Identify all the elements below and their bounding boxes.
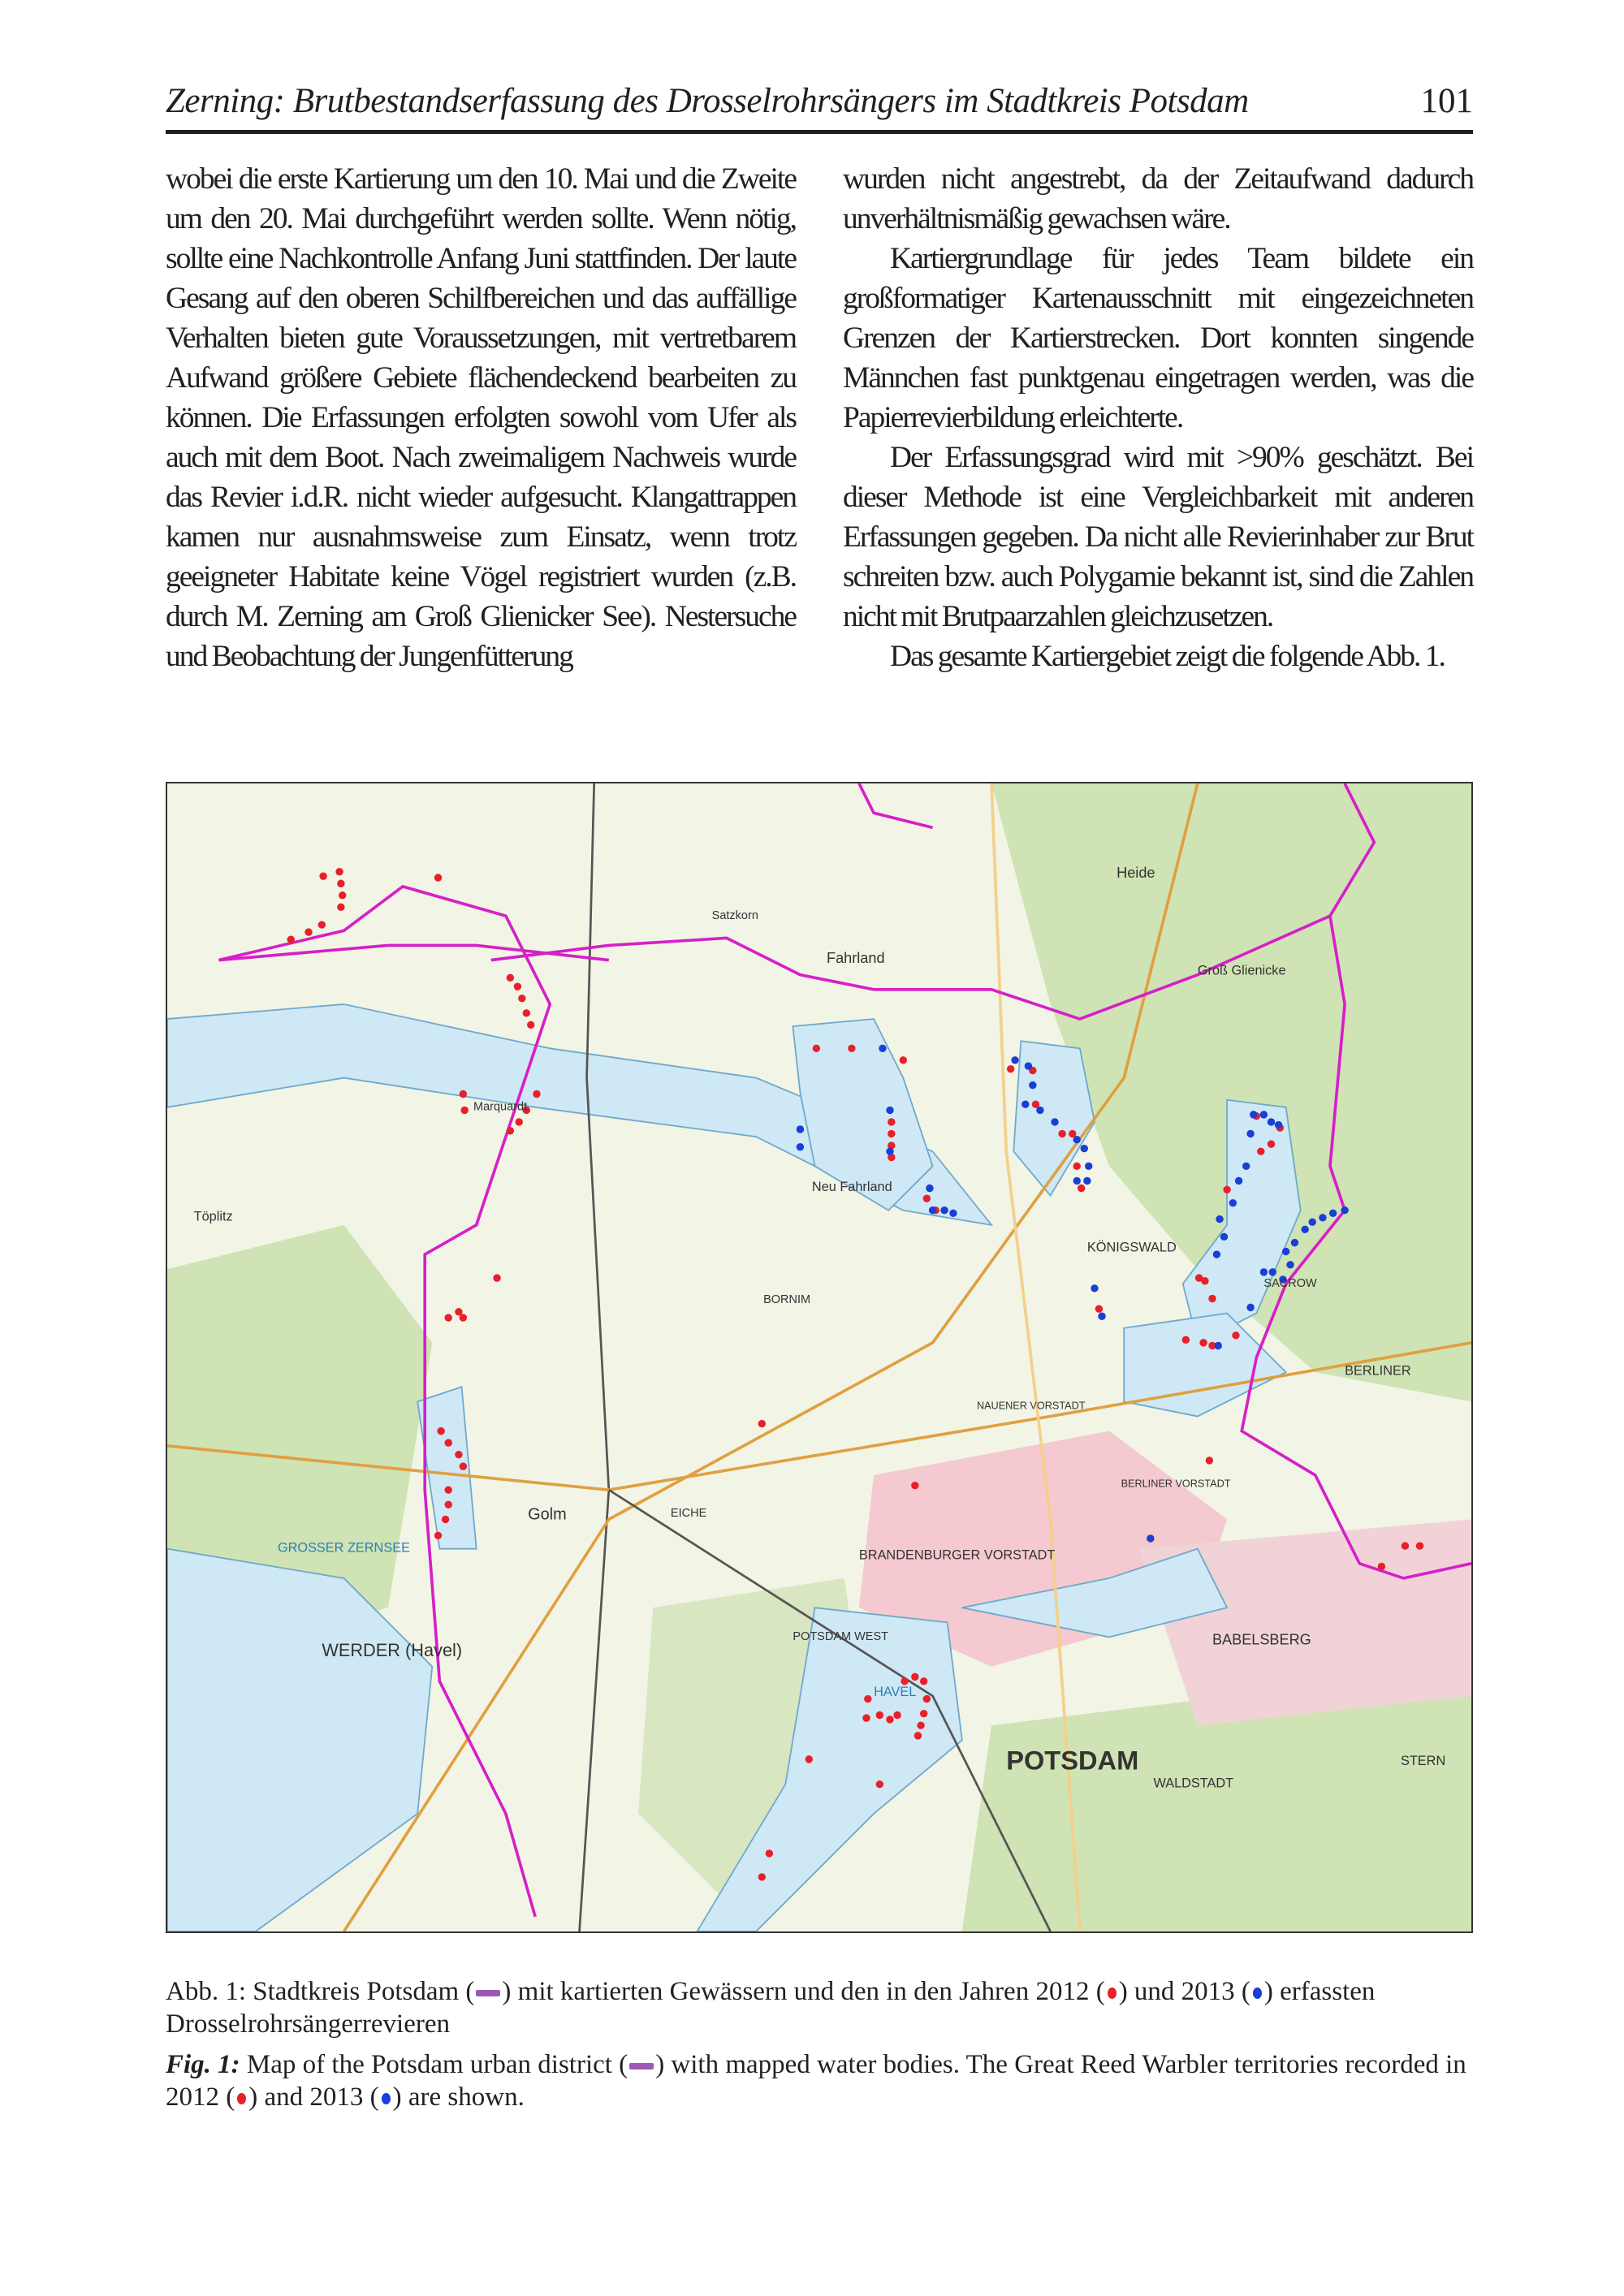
territory-2012-marker	[920, 1710, 927, 1717]
territory-2012-marker	[1007, 1065, 1014, 1072]
right-column	[843, 159, 1473, 676]
territory-2012-marker	[442, 1516, 449, 1523]
territory-2012-marker	[1195, 1274, 1203, 1281]
territory-2012-marker	[460, 1107, 468, 1114]
territory-2012-marker	[434, 874, 442, 881]
territory-2013-marker	[1216, 1215, 1223, 1223]
territory-2012-marker	[1095, 1305, 1103, 1312]
caption-german	[166, 1975, 1473, 2040]
territory-2013-marker	[1235, 1177, 1242, 1185]
territory-2013-marker	[1286, 1261, 1294, 1268]
territory-2012-marker	[507, 974, 514, 982]
map-label: BERLINER VORSTADT	[1121, 1478, 1231, 1490]
running-header	[166, 81, 1473, 132]
territory-2012-marker	[516, 1118, 523, 1125]
map-label: KÖNIGSWALD	[1086, 1240, 1177, 1255]
left-column	[166, 159, 796, 676]
map-label: Fahrland	[827, 950, 885, 967]
caption-text: Abb. 1: Stadtkreis Potsdam (	[166, 1977, 475, 2006]
map-label: BERLINER	[1345, 1363, 1411, 1379]
territory-2012-marker	[886, 1716, 893, 1723]
paragraph: wobei die erste Kartierung um den 10. Mai und die Zweite um den 20. Mai durchgeführt werden sollte. Wenn nötig, sollte eine Nachkontrolle Anfang Juni stattfinden. Der laute Gesang auf den oberen Schilfbereichen und das auffällige Verhalten bieten gute Voraussetzungen, mit vertretbarem Aufwand größere Gebiete flächendeckend bearbeiten zu können. Die Erfassungen erfolgten sowohl vom Ufer als auch mit dem Boot. Nach zweimaligem Nachweis wurde das Revier i.d.R. nicht wieder aufgesucht. Klangattrappen kamen nur ausnahmsweise zum Einsatz, wenn trotz geeigneter Habitate keine Vögel registriert wurden (z.B. durch M. Zerning am Groß Glienicker See). Nestersuche und Beobachtung der Jungenfütterung	[166, 162, 796, 673]
territory-2013-marker	[1029, 1081, 1036, 1089]
territory-2012-marker	[888, 1130, 895, 1137]
page-number: 101	[1420, 82, 1473, 120]
territory-2012-marker	[876, 1711, 883, 1719]
territory-2012-marker	[758, 1420, 766, 1427]
territory-2013-marker	[929, 1206, 936, 1214]
territory-2013-marker	[1073, 1177, 1080, 1185]
territory-2013-marker	[1301, 1226, 1308, 1233]
territory-2013-marker	[1319, 1214, 1326, 1221]
paragraph: Der Erfassungsgrad wird mit >90% geschätzt. Bei dieser Methode ist eine Vergleichbarkeit mit anderen Erfassungen gegeben. Da nicht alle Revierinhaber zur Brut schreiten bzw. auch Polygamie bekannt ist, sind die Zahlen nicht mit Brutpaarzahlen gleichzusetzen.	[843, 441, 1473, 633]
territory-2013-marker	[1081, 1145, 1088, 1152]
territory-2013-marker	[1309, 1219, 1316, 1226]
territory-2012-marker	[888, 1118, 895, 1125]
territory-2012-marker	[507, 1127, 514, 1134]
territory-2013-marker	[886, 1107, 893, 1114]
territory-2013-marker	[1260, 1268, 1268, 1275]
territory-2012-marker	[1378, 1563, 1385, 1570]
map-label: Golm	[528, 1505, 567, 1524]
territory-2012-marker	[455, 1451, 462, 1458]
territory-2013-marker	[1291, 1239, 1298, 1246]
territory-2012-marker	[813, 1045, 820, 1052]
paragraph: Das gesamte Kartiergebiet zeigt die folgende Abb. 1.	[890, 640, 1445, 673]
territory-2013-marker	[1282, 1248, 1289, 1255]
territory-2012-marker	[318, 921, 326, 928]
territory-2013-marker	[1025, 1062, 1032, 1069]
caption-text: ) mit kartierten Gewässern und den in den Jahren 2012 (	[502, 1977, 1105, 2006]
territory-2012-marker	[1402, 1542, 1409, 1549]
territory-2012-marker	[445, 1314, 452, 1321]
territory-2012-marker	[1206, 1457, 1213, 1464]
territory-2013-marker	[926, 1185, 933, 1192]
figure-caption	[166, 1975, 1473, 2121]
territory-2012-marker	[319, 872, 326, 879]
territory-2013-marker	[1021, 1100, 1029, 1107]
territory-2013-marker	[1073, 1136, 1080, 1143]
territory-2013-marker	[797, 1143, 804, 1150]
territory-2013-marker	[1011, 1056, 1018, 1064]
territory-2012-marker	[876, 1780, 883, 1788]
territory-2013-marker	[949, 1210, 957, 1217]
territory-2013-marker	[1098, 1313, 1105, 1320]
territory-2013-marker	[1085, 1163, 1092, 1170]
territory-2012-marker	[527, 1021, 534, 1029]
boundary-legend-swatch	[629, 2063, 654, 2069]
caption-text: ) and 2013 (	[248, 2082, 379, 2112]
territory-2012-marker	[1199, 1339, 1207, 1346]
blue-dot-legend-icon	[1253, 1987, 1262, 1999]
territory-2012-marker	[917, 1721, 924, 1728]
territory-2012-marker	[862, 1714, 870, 1721]
map-label: POTSDAM	[1006, 1745, 1139, 1776]
territory-2012-marker	[923, 1195, 931, 1202]
territory-2013-marker	[1147, 1534, 1154, 1542]
territory-2013-marker	[1246, 1304, 1254, 1311]
map-label: POTSDAM WEST	[793, 1630, 888, 1644]
territory-2012-marker	[460, 1314, 467, 1321]
territory-2012-marker	[460, 1090, 467, 1098]
map-label: BORNIM	[763, 1293, 811, 1306]
territory-2012-marker	[766, 1849, 773, 1857]
territory-2013-marker	[1091, 1284, 1098, 1292]
boundary-legend-swatch	[476, 1990, 500, 1996]
territory-2013-marker	[1051, 1118, 1058, 1125]
map-label: SACROW	[1263, 1276, 1317, 1290]
caption-english	[166, 2048, 1473, 2113]
caption-text: ) with mapped water bodies. The Great Reed Warbler territories recorded in 2012 (	[166, 2050, 1466, 2112]
territory-2012-marker	[514, 982, 521, 990]
caption-label: Fig. 1:	[166, 2050, 240, 2079]
map-label: HAVEL	[874, 1684, 917, 1699]
territory-2012-marker	[445, 1501, 452, 1508]
map-label: Groß Glienicke	[1197, 963, 1286, 978]
territory-2012-marker	[304, 928, 312, 935]
territory-2012-marker	[914, 1732, 922, 1739]
territory-2012-marker	[900, 1056, 907, 1064]
caption-text: ) und 2013 (	[1118, 1977, 1250, 2006]
territory-2012-marker	[493, 1274, 500, 1281]
territory-2013-marker	[1083, 1177, 1091, 1185]
territory-2013-marker	[1213, 1250, 1220, 1258]
territory-2012-marker	[434, 1532, 442, 1539]
territory-2012-marker	[533, 1090, 540, 1098]
map-label: WERDER (Havel)	[322, 1640, 463, 1661]
territory-2013-marker	[879, 1045, 886, 1052]
territory-2012-marker	[523, 1009, 530, 1016]
territory-2012-marker	[337, 904, 344, 911]
territory-2013-marker	[1329, 1210, 1337, 1217]
territory-2012-marker	[1078, 1185, 1085, 1192]
territory-2013-marker	[1260, 1111, 1268, 1118]
territory-2013-marker	[886, 1147, 893, 1154]
paragraph: Kartiergrundlage für jedes Team bildete ein großformatiger Kartenausschnitt mit eingezeichneten Grenzen der Kartierstrecken. Dort konnten singende Männchen fast punktgenau eingetragen werden, was die Papierrevierbildung erleichterte.	[843, 242, 1473, 434]
map-label: Satzkorn	[711, 908, 758, 922]
map-svg	[167, 783, 1471, 1931]
territory-2012-marker	[518, 995, 525, 1002]
map-label: Töplitz	[193, 1209, 233, 1224]
territory-2012-marker	[445, 1486, 452, 1493]
paragraph: wurden nicht angestrebt, da der Zeitaufwand dadurch unverhältnismäßig gewachsen wäre.	[843, 162, 1473, 235]
map-label: BRANDENBURGER VORSTADT	[858, 1547, 1056, 1563]
territory-2013-marker	[1215, 1342, 1222, 1349]
map-label: GROSSER ZERNSEE	[277, 1540, 410, 1556]
map-label: WALDSTADT	[1153, 1776, 1234, 1791]
territory-2013-marker	[797, 1125, 804, 1133]
caption-text: Map of the Potsdam urban district (	[240, 2050, 628, 2079]
territory-2012-marker	[1257, 1147, 1264, 1154]
territory-2013-marker	[1229, 1199, 1237, 1206]
territory-2012-marker	[1208, 1295, 1216, 1302]
territory-2012-marker	[848, 1045, 855, 1052]
territory-2012-marker	[1268, 1140, 1275, 1147]
map-label: STERN	[1400, 1754, 1446, 1769]
territory-2012-marker	[1416, 1542, 1423, 1549]
territory-2013-marker	[1250, 1111, 1257, 1118]
map-label: EICHE	[670, 1506, 707, 1520]
territory-2012-marker	[287, 935, 295, 943]
territory-2013-marker	[940, 1206, 948, 1214]
territory-2012-marker	[1182, 1336, 1190, 1344]
territory-2012-marker	[893, 1711, 901, 1719]
territory-2013-marker	[1246, 1130, 1254, 1137]
territory-2012-marker	[1058, 1130, 1065, 1137]
territory-2013-marker	[1242, 1163, 1250, 1170]
territory-2013-marker	[1220, 1233, 1228, 1241]
territory-2012-marker	[1232, 1331, 1239, 1339]
territory-2012-marker	[806, 1755, 813, 1763]
territory-2013-marker	[1341, 1206, 1348, 1214]
territory-2012-marker	[758, 1873, 766, 1880]
territory-2012-marker	[339, 891, 346, 899]
territory-2012-marker	[460, 1462, 467, 1470]
territory-2012-marker	[1073, 1163, 1080, 1170]
red-dot-legend-icon	[1108, 1987, 1116, 1999]
territory-2012-marker	[335, 868, 343, 875]
territory-2012-marker	[337, 880, 344, 887]
map-label: Marquardt	[473, 1100, 528, 1114]
territory-2013-marker	[1275, 1121, 1282, 1129]
running-title: Zerning: Brutbestandserfassung des Drosselrohrsängers im Stadtkreis Potsdam	[166, 82, 1249, 120]
potsdam-territory-map	[166, 782, 1473, 1933]
territory-2013-marker	[1036, 1107, 1043, 1114]
header-rule	[166, 130, 1473, 134]
territory-2012-marker	[1223, 1186, 1230, 1193]
territory-2012-marker	[864, 1695, 871, 1703]
territory-2013-marker	[1268, 1118, 1275, 1125]
territory-2012-marker	[911, 1673, 918, 1681]
map-label: Heide	[1116, 865, 1155, 882]
territory-2012-marker	[911, 1482, 918, 1489]
territory-2012-marker	[437, 1427, 444, 1435]
red-dot-legend-icon	[237, 2093, 246, 2104]
map-label: Neu Fahrland	[811, 1180, 892, 1195]
territory-2012-marker	[445, 1439, 452, 1446]
caption-text: ) erfassten Drosselrohrsängerrevieren	[166, 1977, 1376, 2039]
territory-2012-marker	[920, 1677, 927, 1685]
territory-2013-marker	[1269, 1268, 1276, 1275]
blue-dot-legend-icon	[382, 2093, 391, 2104]
territory-2012-marker	[923, 1695, 931, 1703]
caption-text: ) are shown.	[392, 2082, 525, 2112]
map-label: BABELSBERG	[1212, 1631, 1311, 1648]
map-label: NAUENER VORSTADT	[976, 1400, 1086, 1412]
